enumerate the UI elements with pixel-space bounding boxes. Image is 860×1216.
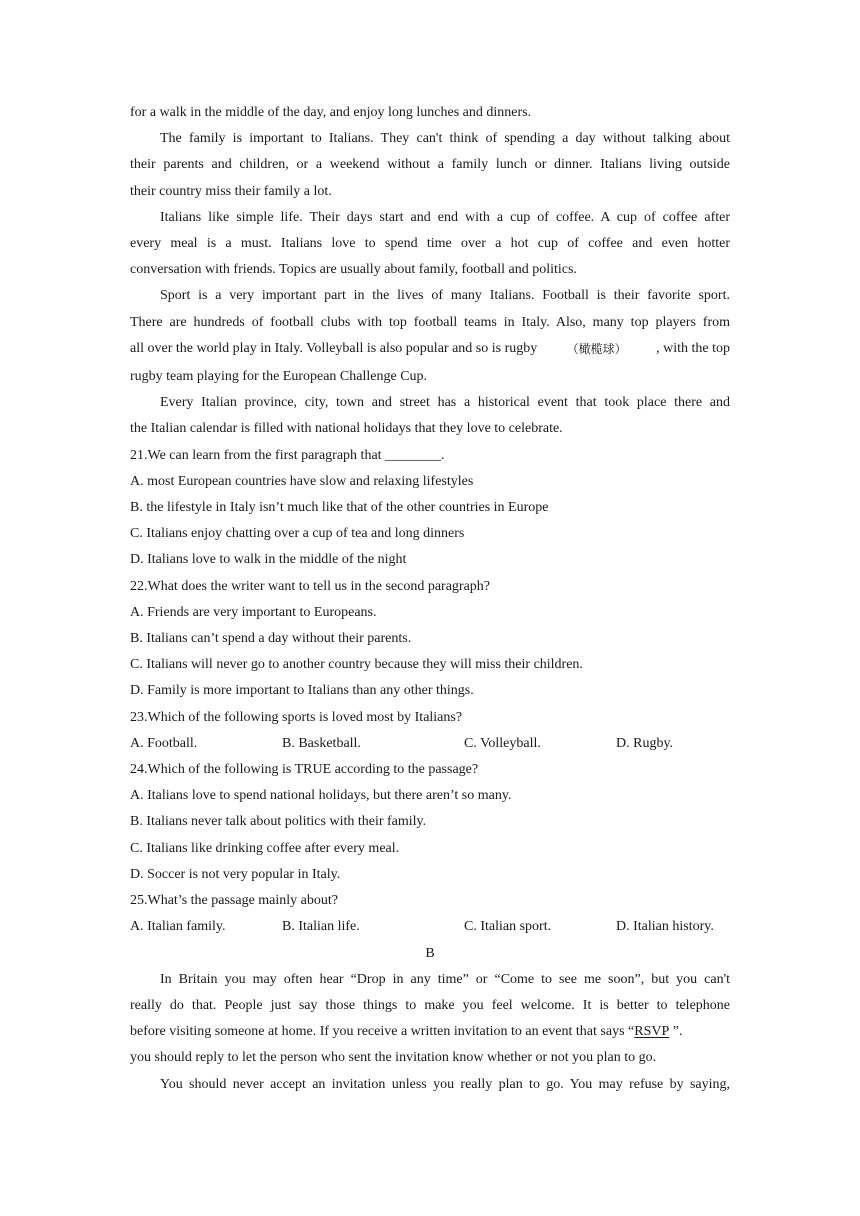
- answer-option[interactable]: D. Rugby.: [616, 735, 674, 751]
- paragraph-line: for a walk in the middle of the day, and enjoy long lunches and dinners.: [130, 105, 532, 120]
- rsvp-term: RSVP: [634, 1024, 670, 1040]
- question-24: [130, 757, 730, 888]
- question-stem: 21.We can learn from the first paragraph that ________.: [130, 447, 445, 463]
- answer-option[interactable]: A. Italian family.: [130, 919, 226, 935]
- paragraph-line: their parents and children, or a weekend without a family lunch or dinner. Italians living outside: [130, 157, 730, 173]
- answer-option[interactable]: D. Family is more important to Italians than any other things.: [130, 683, 474, 699]
- answer-options-row: [130, 731, 730, 757]
- answer-option[interactable]: B. Italians can’t spend a day without their parents.: [130, 631, 412, 647]
- question-23: [130, 705, 730, 757]
- answer-option[interactable]: C. Italians like drinking coffee after every meal.: [130, 840, 400, 856]
- answer-option[interactable]: B. Italians never talk about politics with their family.: [130, 814, 427, 830]
- answer-option[interactable]: A. most European countries have slow and relaxing lifestyles: [130, 473, 474, 489]
- paragraph-sport: [130, 283, 730, 390]
- paragraph-line: Every Italian province, city, town and street has a historical event that took place there and: [160, 395, 730, 411]
- paragraph-britain: [130, 967, 730, 1072]
- document-page: [130, 100, 730, 1098]
- answer-option[interactable]: C. Volleyball.: [464, 735, 541, 751]
- answer-option[interactable]: D. Soccer is not very popular in Italy.: [130, 866, 341, 882]
- paragraph-line: In Britain you may often hear “Drop in any time” or “Come to see me soon”, but you can't: [160, 971, 730, 987]
- answer-option[interactable]: D. Italians love to walk in the middle of the night: [130, 552, 407, 568]
- paragraph-line: conversation with friends. Topics are usually about family, football and politics.: [130, 262, 577, 278]
- question-22: [130, 574, 730, 705]
- passage-heading: B: [425, 945, 435, 961]
- text-span: all over the world play in Italy. Volleyball is also popular and so is rugby: [130, 340, 538, 356]
- paragraph-invitation: [130, 1072, 730, 1098]
- paragraph-coffee: [130, 205, 730, 284]
- answer-option[interactable]: D. Italian history.: [616, 919, 714, 935]
- question-stem: 24.Which of the following is TRUE according to the passage?: [130, 762, 479, 778]
- text-span: before visiting someone at home. If you receive a written invitation to an event that says “: [130, 1024, 635, 1040]
- text-span: ”.: [669, 1024, 683, 1040]
- paragraph-line: [130, 336, 730, 362]
- paragraph-line: you should reply to let the person who sent the invitation know whether or not you plan to go.: [130, 1050, 657, 1066]
- paragraph-line: their country miss their family a lot.: [130, 183, 332, 199]
- answer-option[interactable]: C. Italians enjoy chatting over a cup of tea and long dinners: [130, 526, 465, 542]
- answer-option[interactable]: C. Italians will never go to another country because they will miss their children.: [130, 657, 583, 673]
- answer-option[interactable]: A. Friends are very important to Europeans.: [130, 604, 377, 620]
- question-21: [130, 443, 730, 574]
- paragraph-line: There are hundreds of football clubs with top football teams in Italy. Also, many top players from: [130, 314, 730, 330]
- paragraph-line: the Italian calendar is filled with national holidays that they love to celebrate.: [130, 421, 563, 437]
- answer-option[interactable]: A. Italians love to spend national holidays, but there aren’t so many.: [130, 788, 512, 804]
- paragraph-line: rugby team playing for the European Challenge Cup.: [130, 369, 428, 385]
- answer-option[interactable]: B. the lifestyle in Italy isn’t much like that of the other countries in Europe: [130, 500, 549, 516]
- paragraph-holidays: [130, 390, 730, 442]
- answer-option[interactable]: C. Italian sport.: [464, 919, 552, 935]
- answer-option[interactable]: B. Italian life.: [282, 919, 360, 935]
- paragraph-line: really do that. People just say those things to make you feel welcome. It is better to telephone: [130, 997, 730, 1013]
- answer-options-row: [130, 914, 730, 940]
- text-span: , with the top: [656, 340, 730, 356]
- question-stem: 25.What’s the passage mainly about?: [130, 893, 338, 909]
- answer-option[interactable]: B. Basketball.: [282, 735, 361, 751]
- paragraph-line: You should never accept an invitation unless you really plan to go. You may refuse by saying,: [160, 1076, 730, 1092]
- question-stem: 23.Which of the following sports is loved most by Italians?: [130, 709, 463, 725]
- paragraph-line: Sport is a very important part in the lives of many Italians. Football is their favorite sport.: [160, 288, 730, 304]
- paragraph-line: The family is important to Italians. They can't think of spending a day without talking about: [160, 131, 730, 147]
- question-stem: 22.What does the writer want to tell us in the second paragraph?: [130, 578, 490, 594]
- paragraph-line: [130, 1019, 730, 1045]
- question-25: [130, 888, 730, 940]
- paragraph-line: Italians like simple life. Their days start and end with a cup of coffee. A cup of coffee after: [160, 209, 730, 225]
- paragraph-line: every meal is a must. Italians love to spend time over a hot cup of coffee and even hotter: [130, 236, 730, 252]
- paragraph-family: [130, 126, 730, 205]
- chinese-gloss: （橄榄球）: [566, 341, 627, 356]
- answer-option[interactable]: A. Football.: [130, 735, 198, 751]
